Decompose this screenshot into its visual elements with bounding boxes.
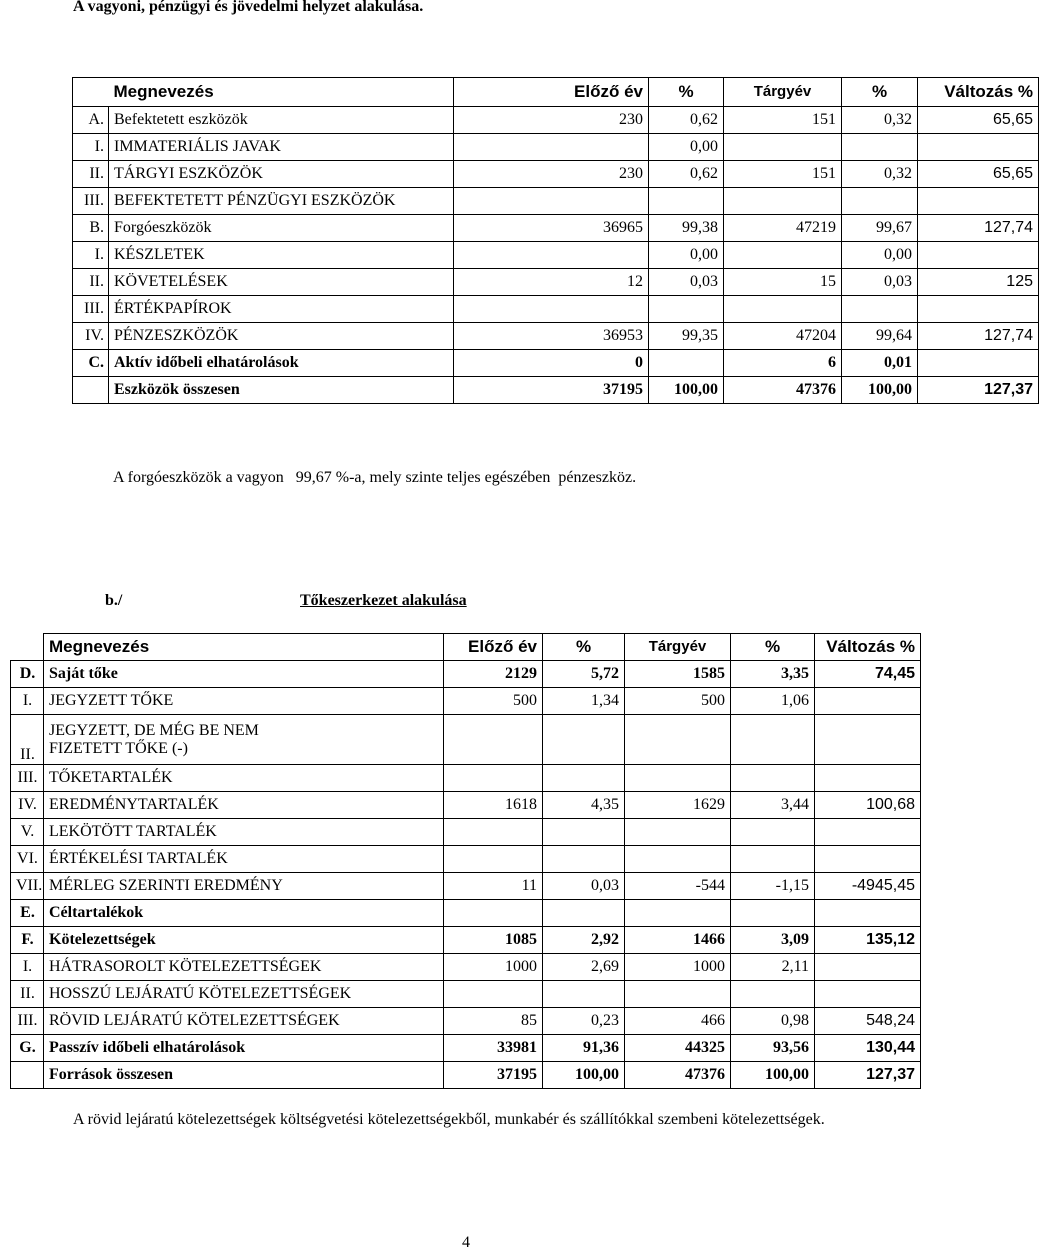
row-name: IMMATERIÁLIS JAVAK xyxy=(109,134,454,161)
row-prev: 0 xyxy=(454,350,649,377)
assets-table xyxy=(72,77,1039,404)
row-cur: 47376 xyxy=(724,377,842,404)
row-prev: 37195 xyxy=(444,1062,543,1089)
row-change xyxy=(815,715,921,765)
row-pct2 xyxy=(731,846,815,873)
row-code: III. xyxy=(73,188,109,215)
row-name: JEGYZETT TŐKE xyxy=(44,688,444,715)
row-pct2: 0,01 xyxy=(842,350,918,377)
row-change xyxy=(918,350,1039,377)
row-cur: 1585 xyxy=(625,661,731,688)
row-cur xyxy=(625,846,731,873)
row-cur: 500 xyxy=(625,688,731,715)
row-cur xyxy=(724,188,842,215)
row-pct2: 99,67 xyxy=(842,215,918,242)
row-name: KÖVETELÉSEK xyxy=(109,269,454,296)
row-pct2 xyxy=(842,188,918,215)
row-prev: 33981 xyxy=(444,1035,543,1062)
row-change xyxy=(918,242,1039,269)
row-prev: 37195 xyxy=(454,377,649,404)
row-prev xyxy=(444,765,543,792)
header-change: Változás % xyxy=(815,634,921,661)
page-heading: A vagyoni, pénzügyi és jövedelmi helyzet alakulása. xyxy=(73,0,424,15)
row-change xyxy=(815,954,921,981)
row-code: III. xyxy=(73,296,109,323)
row-prev: 1000 xyxy=(444,954,543,981)
row-prev xyxy=(454,296,649,323)
header-prev: Előző év xyxy=(454,78,649,107)
row-pct2: 100,00 xyxy=(731,1062,815,1089)
row-pct1: 4,35 xyxy=(543,792,625,819)
row-change xyxy=(815,900,921,927)
row-change: 100,68 xyxy=(815,792,921,819)
row-pct2 xyxy=(842,134,918,161)
row-code xyxy=(11,1062,44,1089)
table-row xyxy=(73,296,1039,323)
row-change: 127,74 xyxy=(918,215,1039,242)
row-pct1: 0,62 xyxy=(649,107,724,134)
table-row xyxy=(11,1035,921,1062)
row-pct2 xyxy=(842,296,918,323)
row-code: III. xyxy=(11,1008,44,1035)
row-change: 135,12 xyxy=(815,927,921,954)
row-name: Aktív időbeli elhatárolások xyxy=(109,350,454,377)
table-row xyxy=(11,688,921,715)
row-prev xyxy=(444,981,543,1008)
equity-header-row xyxy=(11,634,921,661)
header-name: Megnevezés xyxy=(44,634,444,661)
header-pct1: % xyxy=(649,78,724,107)
header-empty xyxy=(73,78,109,107)
table-row xyxy=(73,323,1039,350)
table-row xyxy=(11,792,921,819)
row-change xyxy=(815,846,921,873)
table-row xyxy=(11,900,921,927)
row-cur: 47204 xyxy=(724,323,842,350)
row-change: -4945,45 xyxy=(815,873,921,900)
table-row xyxy=(11,1008,921,1035)
row-change: 125 xyxy=(918,269,1039,296)
row-prev: 500 xyxy=(444,688,543,715)
row-name: KÉSZLETEK xyxy=(109,242,454,269)
row-prev: 36965 xyxy=(454,215,649,242)
row-pct1: 2,69 xyxy=(543,954,625,981)
row-code: V. xyxy=(11,819,44,846)
table-row xyxy=(11,819,921,846)
row-code: D. xyxy=(11,661,44,688)
row-name: EREDMÉNYTARTALÉK xyxy=(44,792,444,819)
row-prev: 1618 xyxy=(444,792,543,819)
table-row xyxy=(11,1062,921,1089)
row-code: A. xyxy=(73,107,109,134)
row-prev: 85 xyxy=(444,1008,543,1035)
row-pct1: 2,92 xyxy=(543,927,625,954)
row-prev: 11 xyxy=(444,873,543,900)
row-name: HÁTRASOROLT KÖTELEZETTSÉGEK xyxy=(44,954,444,981)
row-code: II. xyxy=(73,269,109,296)
header-name: Megnevezés xyxy=(109,78,454,107)
row-cur xyxy=(625,900,731,927)
row-prev: 12 xyxy=(454,269,649,296)
liabilities-note: A rövid lejáratú kötelezettségek költségvetési kötelezettségekből, munkabér és szállítókkal szembeni kötelezettségek. xyxy=(73,1111,825,1128)
row-pct2 xyxy=(731,900,815,927)
row-code: II. xyxy=(11,715,44,765)
row-pct1: 99,35 xyxy=(649,323,724,350)
row-cur xyxy=(625,715,731,765)
row-code: II. xyxy=(11,981,44,1008)
row-change xyxy=(815,819,921,846)
row-cur: 44325 xyxy=(625,1035,731,1062)
row-code: I. xyxy=(73,242,109,269)
row-change: 65,65 xyxy=(918,161,1039,188)
row-name: Passzív időbeli elhatárolások xyxy=(44,1035,444,1062)
row-change: 548,24 xyxy=(815,1008,921,1035)
page-number: 4 xyxy=(462,1234,470,1251)
row-name: TŐKETARTALÉK xyxy=(44,765,444,792)
row-pct2: 0,32 xyxy=(842,161,918,188)
table-row xyxy=(11,661,921,688)
row-cur: 151 xyxy=(724,161,842,188)
row-name: Források összesen xyxy=(44,1062,444,1089)
row-pct1: 91,36 xyxy=(543,1035,625,1062)
row-change xyxy=(815,688,921,715)
row-pct1 xyxy=(543,981,625,1008)
header-pct2: % xyxy=(842,78,918,107)
row-pct1: 0,03 xyxy=(649,269,724,296)
row-name: MÉRLEG SZERINTI EREDMÉNY xyxy=(44,873,444,900)
header-cur: Tárgyév xyxy=(625,634,731,661)
table-row xyxy=(11,846,921,873)
row-pct1: 5,72 xyxy=(543,661,625,688)
row-prev: 230 xyxy=(454,107,649,134)
header-change: Változás % xyxy=(918,78,1039,107)
row-change xyxy=(918,188,1039,215)
row-pct2: 1,06 xyxy=(731,688,815,715)
row-change xyxy=(815,765,921,792)
row-pct2: 0,98 xyxy=(731,1008,815,1035)
row-change: 130,44 xyxy=(815,1035,921,1062)
row-code: I. xyxy=(73,134,109,161)
row-pct1 xyxy=(649,296,724,323)
row-pct1: 100,00 xyxy=(543,1062,625,1089)
row-code: IV. xyxy=(73,323,109,350)
row-pct1: 0,03 xyxy=(543,873,625,900)
row-name: HOSSZÚ LEJÁRATÚ KÖTELEZETTSÉGEK xyxy=(44,981,444,1008)
row-cur xyxy=(724,242,842,269)
row-name: ÉRTÉKELÉSI TARTALÉK xyxy=(44,846,444,873)
row-pct2 xyxy=(731,715,815,765)
row-pct1 xyxy=(649,350,724,377)
section-b-title: Tőkeszerkezet alakulása xyxy=(300,592,467,609)
row-pct2 xyxy=(731,819,815,846)
table-row xyxy=(11,765,921,792)
row-name: BEFEKTETETT PÉNZÜGYI ESZKÖZÖK xyxy=(109,188,454,215)
row-pct1: 0,00 xyxy=(649,242,724,269)
table-row xyxy=(73,107,1039,134)
row-pct1: 99,38 xyxy=(649,215,724,242)
table-row xyxy=(73,242,1039,269)
row-name: ÉRTÉKPAPÍROK xyxy=(109,296,454,323)
table-row xyxy=(73,188,1039,215)
row-pct2: 2,11 xyxy=(731,954,815,981)
row-cur xyxy=(724,134,842,161)
row-cur xyxy=(625,765,731,792)
row-prev xyxy=(444,846,543,873)
row-change: 127,74 xyxy=(918,323,1039,350)
row-change: 65,65 xyxy=(918,107,1039,134)
row-cur: 47219 xyxy=(724,215,842,242)
row-name: Kötelezettségek xyxy=(44,927,444,954)
row-name: TÁRGYI ESZKÖZÖK xyxy=(109,161,454,188)
row-cur: 1466 xyxy=(625,927,731,954)
row-prev xyxy=(444,715,543,765)
row-pct1 xyxy=(543,846,625,873)
row-pct1: 0,62 xyxy=(649,161,724,188)
row-pct2: 100,00 xyxy=(842,377,918,404)
assets-note: A forgóeszközök a vagyon 99,67 %-a, mely szinte teljes egészében pénzeszköz. xyxy=(113,469,637,486)
row-cur: 466 xyxy=(625,1008,731,1035)
row-pct1 xyxy=(543,819,625,846)
row-code: II. xyxy=(73,161,109,188)
row-prev xyxy=(444,819,543,846)
row-prev xyxy=(444,900,543,927)
row-change: 127,37 xyxy=(918,377,1039,404)
row-pct1 xyxy=(649,188,724,215)
row-name: Befektetett eszközök xyxy=(109,107,454,134)
table-row xyxy=(73,215,1039,242)
row-pct2: -1,15 xyxy=(731,873,815,900)
row-pct1 xyxy=(543,715,625,765)
table-row xyxy=(73,134,1039,161)
table-row xyxy=(73,269,1039,296)
row-code: C. xyxy=(73,350,109,377)
row-code: I. xyxy=(11,954,44,981)
row-prev xyxy=(454,188,649,215)
row-prev xyxy=(454,134,649,161)
row-cur xyxy=(625,981,731,1008)
row-pct2: 3,09 xyxy=(731,927,815,954)
row-pct2 xyxy=(731,765,815,792)
row-change xyxy=(918,296,1039,323)
row-code: I. xyxy=(11,688,44,715)
row-cur: 1000 xyxy=(625,954,731,981)
table-row xyxy=(11,927,921,954)
header-pct2: % xyxy=(731,634,815,661)
table-row xyxy=(11,954,921,981)
assets-header-row xyxy=(73,78,1039,107)
header-pct1: % xyxy=(543,634,625,661)
row-pct2: 0,32 xyxy=(842,107,918,134)
row-change: 74,45 xyxy=(815,661,921,688)
row-pct1: 100,00 xyxy=(649,377,724,404)
table-row xyxy=(73,161,1039,188)
row-code xyxy=(73,377,109,404)
row-name: Céltartalékok xyxy=(44,900,444,927)
table-row xyxy=(11,981,921,1008)
header-prev: Előző év xyxy=(444,634,543,661)
row-pct2 xyxy=(731,981,815,1008)
row-cur: 47376 xyxy=(625,1062,731,1089)
row-code: B. xyxy=(73,215,109,242)
row-code: III. xyxy=(11,765,44,792)
table-row xyxy=(11,715,921,765)
row-name: Forgóeszközök xyxy=(109,215,454,242)
row-cur xyxy=(625,819,731,846)
row-code: VI. xyxy=(11,846,44,873)
row-name: PÉNZESZKÖZÖK xyxy=(109,323,454,350)
row-change xyxy=(918,134,1039,161)
row-pct1: 0,00 xyxy=(649,134,724,161)
row-code: VII. xyxy=(11,873,44,900)
row-prev xyxy=(454,242,649,269)
row-pct1: 1,34 xyxy=(543,688,625,715)
row-change xyxy=(815,981,921,1008)
row-cur xyxy=(724,296,842,323)
row-pct2: 93,56 xyxy=(731,1035,815,1062)
row-pct2: 0,00 xyxy=(842,242,918,269)
row-cur: 151 xyxy=(724,107,842,134)
row-cur: 6 xyxy=(724,350,842,377)
row-cur: 1629 xyxy=(625,792,731,819)
row-name: Eszközök összesen xyxy=(109,377,454,404)
row-name: RÖVID LEJÁRATÚ KÖTELEZETTSÉGEK xyxy=(44,1008,444,1035)
header-cur: Tárgyév xyxy=(724,78,842,107)
table-row xyxy=(73,350,1039,377)
row-pct1 xyxy=(543,900,625,927)
row-code: G. xyxy=(11,1035,44,1062)
row-cur: 15 xyxy=(724,269,842,296)
row-prev: 1085 xyxy=(444,927,543,954)
row-name: JEGYZETT, DE MÉG BE NEM FIZETETT TŐKE (-) xyxy=(44,715,444,765)
row-pct2: 0,03 xyxy=(842,269,918,296)
row-change: 127,37 xyxy=(815,1062,921,1089)
row-prev: 2129 xyxy=(444,661,543,688)
row-prev: 36953 xyxy=(454,323,649,350)
row-pct2: 99,64 xyxy=(842,323,918,350)
row-pct1 xyxy=(543,765,625,792)
row-code: F. xyxy=(11,927,44,954)
row-pct2: 3,35 xyxy=(731,661,815,688)
row-prev: 230 xyxy=(454,161,649,188)
row-code: E. xyxy=(11,900,44,927)
row-name: LEKÖTÖTT TARTALÉK xyxy=(44,819,444,846)
header-empty xyxy=(11,634,44,661)
section-b-label: b./ xyxy=(105,592,123,609)
row-pct2: 3,44 xyxy=(731,792,815,819)
row-code: IV. xyxy=(11,792,44,819)
table-row xyxy=(73,377,1039,404)
row-name: Saját tőke xyxy=(44,661,444,688)
table-row xyxy=(11,873,921,900)
row-pct1: 0,23 xyxy=(543,1008,625,1035)
equity-table xyxy=(10,633,921,1089)
row-cur: -544 xyxy=(625,873,731,900)
